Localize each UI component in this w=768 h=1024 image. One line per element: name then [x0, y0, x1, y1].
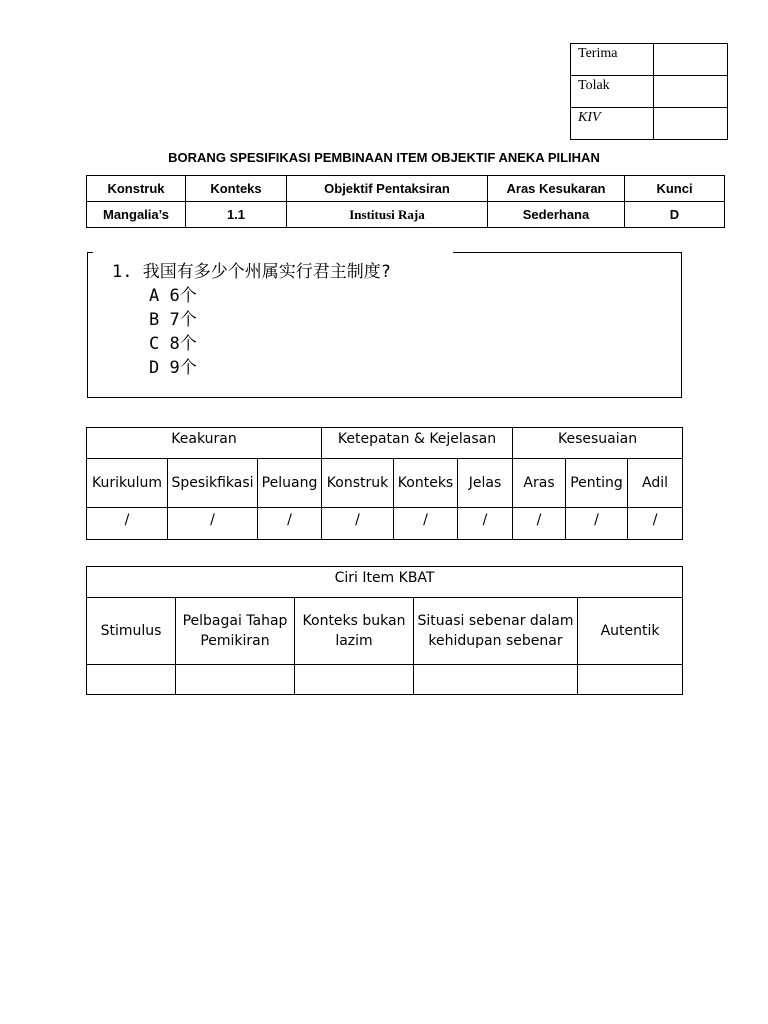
kbat-table [86, 566, 683, 695]
kbat-value-row [87, 665, 683, 695]
criteria-column-row [87, 459, 683, 508]
kbat-col-konteks: Konteks bukan lazim [295, 598, 414, 665]
mark-konstruk[interactable]: / [322, 508, 394, 540]
criteria-mark-row [87, 508, 683, 540]
spec-table [86, 175, 725, 228]
mark-aras[interactable]: / [513, 508, 566, 540]
col-kurikulum: Kurikulum [87, 459, 168, 508]
spec-value-row [87, 202, 725, 228]
spec-header-aras: Aras Kesukaran [488, 176, 625, 202]
spec-header-konstruk: Konstruk [87, 176, 186, 202]
group-kesesuaian: Kesesuaian [513, 428, 683, 459]
mark-spesifikasi[interactable]: / [168, 508, 258, 540]
spec-header-objektif: Objektif Pentaksiran [287, 176, 488, 202]
kbat-title-row [87, 567, 683, 598]
kbat-value-pelbagai[interactable] [176, 665, 295, 695]
criteria-group-row [87, 428, 683, 459]
mark-peluang[interactable]: / [258, 508, 322, 540]
kbat-title: Ciri Item KBAT [87, 567, 683, 598]
spec-value-objektif: Institusi Raja [287, 202, 488, 228]
option-d: D 9个 [149, 358, 197, 378]
criteria-table [86, 427, 683, 540]
spec-value-konstruk: Mangalia’s [87, 202, 186, 228]
option-c: C 8个 [149, 334, 197, 354]
kbat-value-situasi[interactable] [414, 665, 578, 695]
mark-kurikulum[interactable]: / [87, 508, 168, 540]
col-peluang: Peluang [258, 459, 322, 508]
kbat-col-autentik: Autentik [578, 598, 683, 665]
kbat-column-row [87, 598, 683, 665]
kbat-value-autentik[interactable] [578, 665, 683, 695]
question-box [87, 252, 682, 398]
col-spesifikasi: Spesikfikasi [168, 459, 258, 508]
answer-options [149, 284, 197, 380]
status-accept-label: Terima [571, 44, 654, 76]
mark-adil[interactable]: / [628, 508, 683, 540]
col-adil: Adil [628, 459, 683, 508]
status-reject-box[interactable] [653, 76, 727, 108]
kbat-col-pelbagai: Pelbagai Tahap Pemikiran [176, 598, 295, 665]
question-text: 1. 我国有多少个州属实行君主制度? [112, 262, 391, 282]
spec-header-kunci: Kunci [625, 176, 725, 202]
kbat-value-konteks[interactable] [295, 665, 414, 695]
col-penting: Penting [566, 459, 628, 508]
status-reject-label: Tolak [571, 76, 654, 108]
col-konteks: Konteks [394, 459, 458, 508]
col-aras: Aras [513, 459, 566, 508]
group-keakuran: Keakuran [87, 428, 322, 459]
spec-header-row [87, 176, 725, 202]
col-konstruk: Konstruk [322, 459, 394, 508]
status-kiv-box[interactable] [653, 108, 727, 140]
status-table [570, 43, 728, 140]
mark-penting[interactable]: / [566, 508, 628, 540]
option-b: B 7个 [149, 310, 197, 330]
status-accept-box[interactable] [653, 44, 727, 76]
option-a: A 6个 [149, 286, 197, 306]
spec-value-aras: Sederhana [488, 202, 625, 228]
kbat-col-situasi: Situasi sebenar dalam kehidupan sebenar [414, 598, 578, 665]
status-kiv-label: KIV [571, 108, 654, 140]
mark-konteks[interactable]: / [394, 508, 458, 540]
spec-header-konteks: Konteks [186, 176, 287, 202]
form-title: BORANG SPESIFIKASI PEMBINAAN ITEM OBJEKTIF ANEKA PILIHAN [168, 150, 600, 165]
group-ketepatan: Ketepatan & Kejelasan [322, 428, 513, 459]
col-jelas: Jelas [458, 459, 513, 508]
spec-value-kunci: D [625, 202, 725, 228]
mark-jelas[interactable]: / [458, 508, 513, 540]
spec-value-konteks: 1.1 [186, 202, 287, 228]
kbat-value-stimulus[interactable] [87, 665, 176, 695]
kbat-col-stimulus: Stimulus [87, 598, 176, 665]
